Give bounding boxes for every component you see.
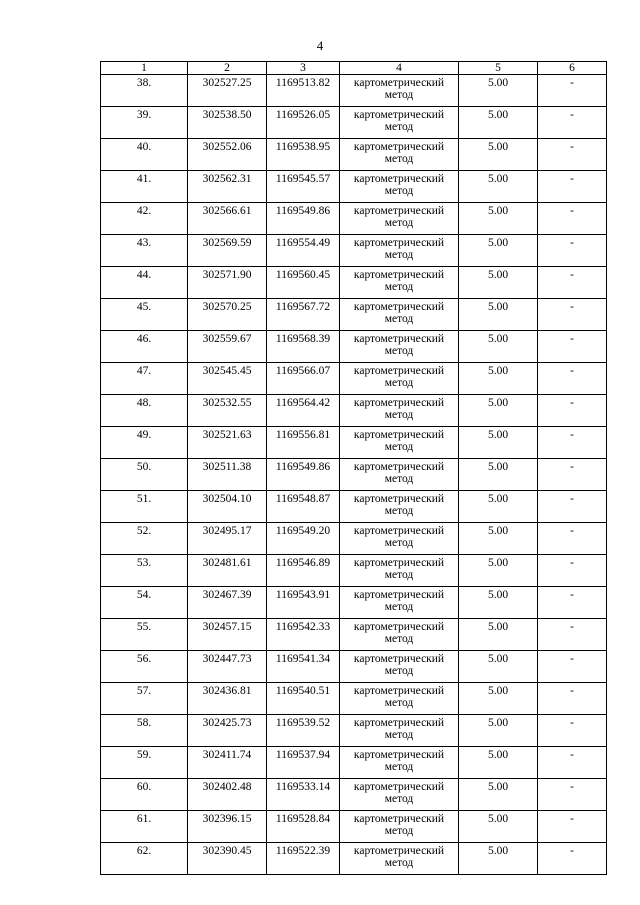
point-number-cell: 40. — [101, 139, 188, 171]
point-number-cell: 46. — [101, 331, 188, 363]
note-cell: - — [538, 363, 607, 395]
y-coordinate-cell: 1169533.14 — [267, 779, 340, 811]
accuracy-cell: 5.00 — [459, 619, 538, 651]
point-number-cell: 60. — [101, 779, 188, 811]
accuracy-cell: 5.00 — [459, 171, 538, 203]
accuracy-cell: 5.00 — [459, 523, 538, 555]
accuracy-cell: 5.00 — [459, 267, 538, 299]
method-cell: картометрический метод — [340, 843, 459, 875]
note-cell: - — [538, 299, 607, 331]
note-cell: - — [538, 523, 607, 555]
x-coordinate-cell: 302552.06 — [188, 139, 267, 171]
note-cell: - — [538, 715, 607, 747]
y-coordinate-cell: 1169549.86 — [267, 459, 340, 491]
note-cell: - — [538, 459, 607, 491]
note-cell: - — [538, 651, 607, 683]
accuracy-cell: 5.00 — [459, 75, 538, 107]
point-number-cell: 38. — [101, 75, 188, 107]
y-coordinate-cell: 1169526.05 — [267, 107, 340, 139]
method-cell: картометрический метод — [340, 747, 459, 779]
method-cell: картометрический метод — [340, 331, 459, 363]
x-coordinate-cell: 302538.50 — [188, 107, 267, 139]
note-cell: - — [538, 171, 607, 203]
table-header-row — [101, 62, 607, 75]
method-cell: картометрический метод — [340, 459, 459, 491]
y-coordinate-cell: 1169538.95 — [267, 139, 340, 171]
accuracy-cell: 5.00 — [459, 395, 538, 427]
note-cell: - — [538, 331, 607, 363]
x-coordinate-cell: 302402.48 — [188, 779, 267, 811]
point-number-cell: 58. — [101, 715, 188, 747]
table-row — [101, 459, 607, 491]
y-coordinate-cell: 1169513.82 — [267, 75, 340, 107]
note-cell: - — [538, 747, 607, 779]
x-coordinate-cell: 302559.67 — [188, 331, 267, 363]
point-number-cell: 47. — [101, 363, 188, 395]
x-coordinate-cell: 302571.90 — [188, 267, 267, 299]
method-cell: картометрический метод — [340, 299, 459, 331]
x-coordinate-cell: 302545.45 — [188, 363, 267, 395]
accuracy-cell: 5.00 — [459, 651, 538, 683]
point-number-cell: 52. — [101, 523, 188, 555]
method-cell: картометрический метод — [340, 555, 459, 587]
x-coordinate-cell: 302411.74 — [188, 747, 267, 779]
method-cell: картометрический метод — [340, 235, 459, 267]
method-cell: картометрический метод — [340, 107, 459, 139]
note-cell: - — [538, 491, 607, 523]
table-row — [101, 427, 607, 459]
note-cell: - — [538, 75, 607, 107]
point-number-cell: 59. — [101, 747, 188, 779]
table-row — [101, 555, 607, 587]
table-row — [101, 811, 607, 843]
note-cell: - — [538, 811, 607, 843]
accuracy-cell: 5.00 — [459, 299, 538, 331]
x-coordinate-cell: 302562.31 — [188, 171, 267, 203]
method-cell: картометрический метод — [340, 779, 459, 811]
coordinates-table — [100, 61, 607, 875]
point-number-cell: 57. — [101, 683, 188, 715]
table-row — [101, 363, 607, 395]
y-coordinate-cell: 1169537.94 — [267, 747, 340, 779]
point-number-cell: 53. — [101, 555, 188, 587]
y-coordinate-cell: 1169528.84 — [267, 811, 340, 843]
table-row — [101, 715, 607, 747]
note-cell: - — [538, 555, 607, 587]
y-coordinate-cell: 1169564.42 — [267, 395, 340, 427]
point-number-cell: 51. — [101, 491, 188, 523]
method-cell: картометрический метод — [340, 587, 459, 619]
x-coordinate-cell: 302481.61 — [188, 555, 267, 587]
table-row — [101, 491, 607, 523]
y-coordinate-cell: 1169548.87 — [267, 491, 340, 523]
method-cell: картометрический метод — [340, 203, 459, 235]
note-cell: - — [538, 587, 607, 619]
point-number-cell: 42. — [101, 203, 188, 235]
table-row — [101, 683, 607, 715]
table-row — [101, 139, 607, 171]
note-cell: - — [538, 395, 607, 427]
table-row — [101, 619, 607, 651]
table-row — [101, 203, 607, 235]
table-row — [101, 395, 607, 427]
accuracy-cell: 5.00 — [459, 203, 538, 235]
x-coordinate-cell: 302436.81 — [188, 683, 267, 715]
accuracy-cell: 5.00 — [459, 747, 538, 779]
table-row — [101, 267, 607, 299]
x-coordinate-cell: 302511.38 — [188, 459, 267, 491]
method-cell: картометрический метод — [340, 811, 459, 843]
note-cell: - — [538, 843, 607, 875]
note-cell: - — [538, 267, 607, 299]
note-cell: - — [538, 235, 607, 267]
method-cell: картометрический метод — [340, 75, 459, 107]
column-header-6: 6 — [538, 62, 607, 75]
y-coordinate-cell: 1169543.91 — [267, 587, 340, 619]
method-cell: картометрический метод — [340, 683, 459, 715]
method-cell: картометрический метод — [340, 171, 459, 203]
x-coordinate-cell: 302457.15 — [188, 619, 267, 651]
method-cell: картометрический метод — [340, 619, 459, 651]
y-coordinate-cell: 1169546.89 — [267, 555, 340, 587]
accuracy-cell: 5.00 — [459, 331, 538, 363]
x-coordinate-cell: 302390.45 — [188, 843, 267, 875]
point-number-cell: 62. — [101, 843, 188, 875]
y-coordinate-cell: 1169554.49 — [267, 235, 340, 267]
table-row — [101, 235, 607, 267]
table-row — [101, 107, 607, 139]
note-cell: - — [538, 683, 607, 715]
y-coordinate-cell: 1169539.52 — [267, 715, 340, 747]
x-coordinate-cell: 302467.39 — [188, 587, 267, 619]
y-coordinate-cell: 1169567.72 — [267, 299, 340, 331]
table-row — [101, 171, 607, 203]
point-number-cell: 56. — [101, 651, 188, 683]
accuracy-cell: 5.00 — [459, 587, 538, 619]
accuracy-cell: 5.00 — [459, 811, 538, 843]
column-header-2: 2 — [188, 62, 267, 75]
note-cell: - — [538, 107, 607, 139]
y-coordinate-cell: 1169522.39 — [267, 843, 340, 875]
accuracy-cell: 5.00 — [459, 491, 538, 523]
note-cell: - — [538, 427, 607, 459]
accuracy-cell: 5.00 — [459, 363, 538, 395]
x-coordinate-cell: 302504.10 — [188, 491, 267, 523]
method-cell: картометрический метод — [340, 139, 459, 171]
table-row — [101, 843, 607, 875]
x-coordinate-cell: 302569.59 — [188, 235, 267, 267]
y-coordinate-cell: 1169566.07 — [267, 363, 340, 395]
x-coordinate-cell: 302521.63 — [188, 427, 267, 459]
y-coordinate-cell: 1169545.57 — [267, 171, 340, 203]
method-cell: картометрический метод — [340, 491, 459, 523]
point-number-cell: 39. — [101, 107, 188, 139]
y-coordinate-cell: 1169556.81 — [267, 427, 340, 459]
note-cell: - — [538, 139, 607, 171]
accuracy-cell: 5.00 — [459, 779, 538, 811]
note-cell: - — [538, 779, 607, 811]
x-coordinate-cell: 302532.55 — [188, 395, 267, 427]
y-coordinate-cell: 1169560.45 — [267, 267, 340, 299]
note-cell: - — [538, 619, 607, 651]
method-cell: картометрический метод — [340, 363, 459, 395]
point-number-cell: 55. — [101, 619, 188, 651]
accuracy-cell: 5.00 — [459, 427, 538, 459]
point-number-cell: 54. — [101, 587, 188, 619]
method-cell: картометрический метод — [340, 427, 459, 459]
method-cell: картометрический метод — [340, 651, 459, 683]
point-number-cell: 43. — [101, 235, 188, 267]
method-cell: картометрический метод — [340, 267, 459, 299]
accuracy-cell: 5.00 — [459, 683, 538, 715]
table-row — [101, 75, 607, 107]
point-number-cell: 61. — [101, 811, 188, 843]
column-header-5: 5 — [459, 62, 538, 75]
method-cell: картометрический метод — [340, 395, 459, 427]
point-number-cell: 45. — [101, 299, 188, 331]
column-header-4: 4 — [340, 62, 459, 75]
y-coordinate-cell: 1169549.20 — [267, 523, 340, 555]
accuracy-cell: 5.00 — [459, 715, 538, 747]
y-coordinate-cell: 1169549.86 — [267, 203, 340, 235]
accuracy-cell: 5.00 — [459, 139, 538, 171]
point-number-cell: 48. — [101, 395, 188, 427]
method-cell: картометрический метод — [340, 523, 459, 555]
table-row — [101, 523, 607, 555]
table-row — [101, 299, 607, 331]
accuracy-cell: 5.00 — [459, 235, 538, 267]
accuracy-cell: 5.00 — [459, 843, 538, 875]
table-row — [101, 331, 607, 363]
y-coordinate-cell: 1169568.39 — [267, 331, 340, 363]
accuracy-cell: 5.00 — [459, 555, 538, 587]
accuracy-cell: 5.00 — [459, 459, 538, 491]
point-number-cell: 50. — [101, 459, 188, 491]
x-coordinate-cell: 302396.15 — [188, 811, 267, 843]
table-body — [101, 75, 607, 875]
x-coordinate-cell: 302447.73 — [188, 651, 267, 683]
y-coordinate-cell: 1169542.33 — [267, 619, 340, 651]
table-row — [101, 747, 607, 779]
x-coordinate-cell: 302425.73 — [188, 715, 267, 747]
point-number-cell: 44. — [101, 267, 188, 299]
x-coordinate-cell: 302527.25 — [188, 75, 267, 107]
point-number-cell: 49. — [101, 427, 188, 459]
accuracy-cell: 5.00 — [459, 107, 538, 139]
table-row — [101, 587, 607, 619]
x-coordinate-cell: 302495.17 — [188, 523, 267, 555]
y-coordinate-cell: 1169540.51 — [267, 683, 340, 715]
x-coordinate-cell: 302566.61 — [188, 203, 267, 235]
y-coordinate-cell: 1169541.34 — [267, 651, 340, 683]
point-number-cell: 41. — [101, 171, 188, 203]
x-coordinate-cell: 302570.25 — [188, 299, 267, 331]
table-row — [101, 651, 607, 683]
column-header-1: 1 — [101, 62, 188, 75]
page-number: 4 — [316, 38, 324, 53]
column-header-3: 3 — [267, 62, 340, 75]
table-row — [101, 779, 607, 811]
method-cell: картометрический метод — [340, 715, 459, 747]
note-cell: - — [538, 203, 607, 235]
